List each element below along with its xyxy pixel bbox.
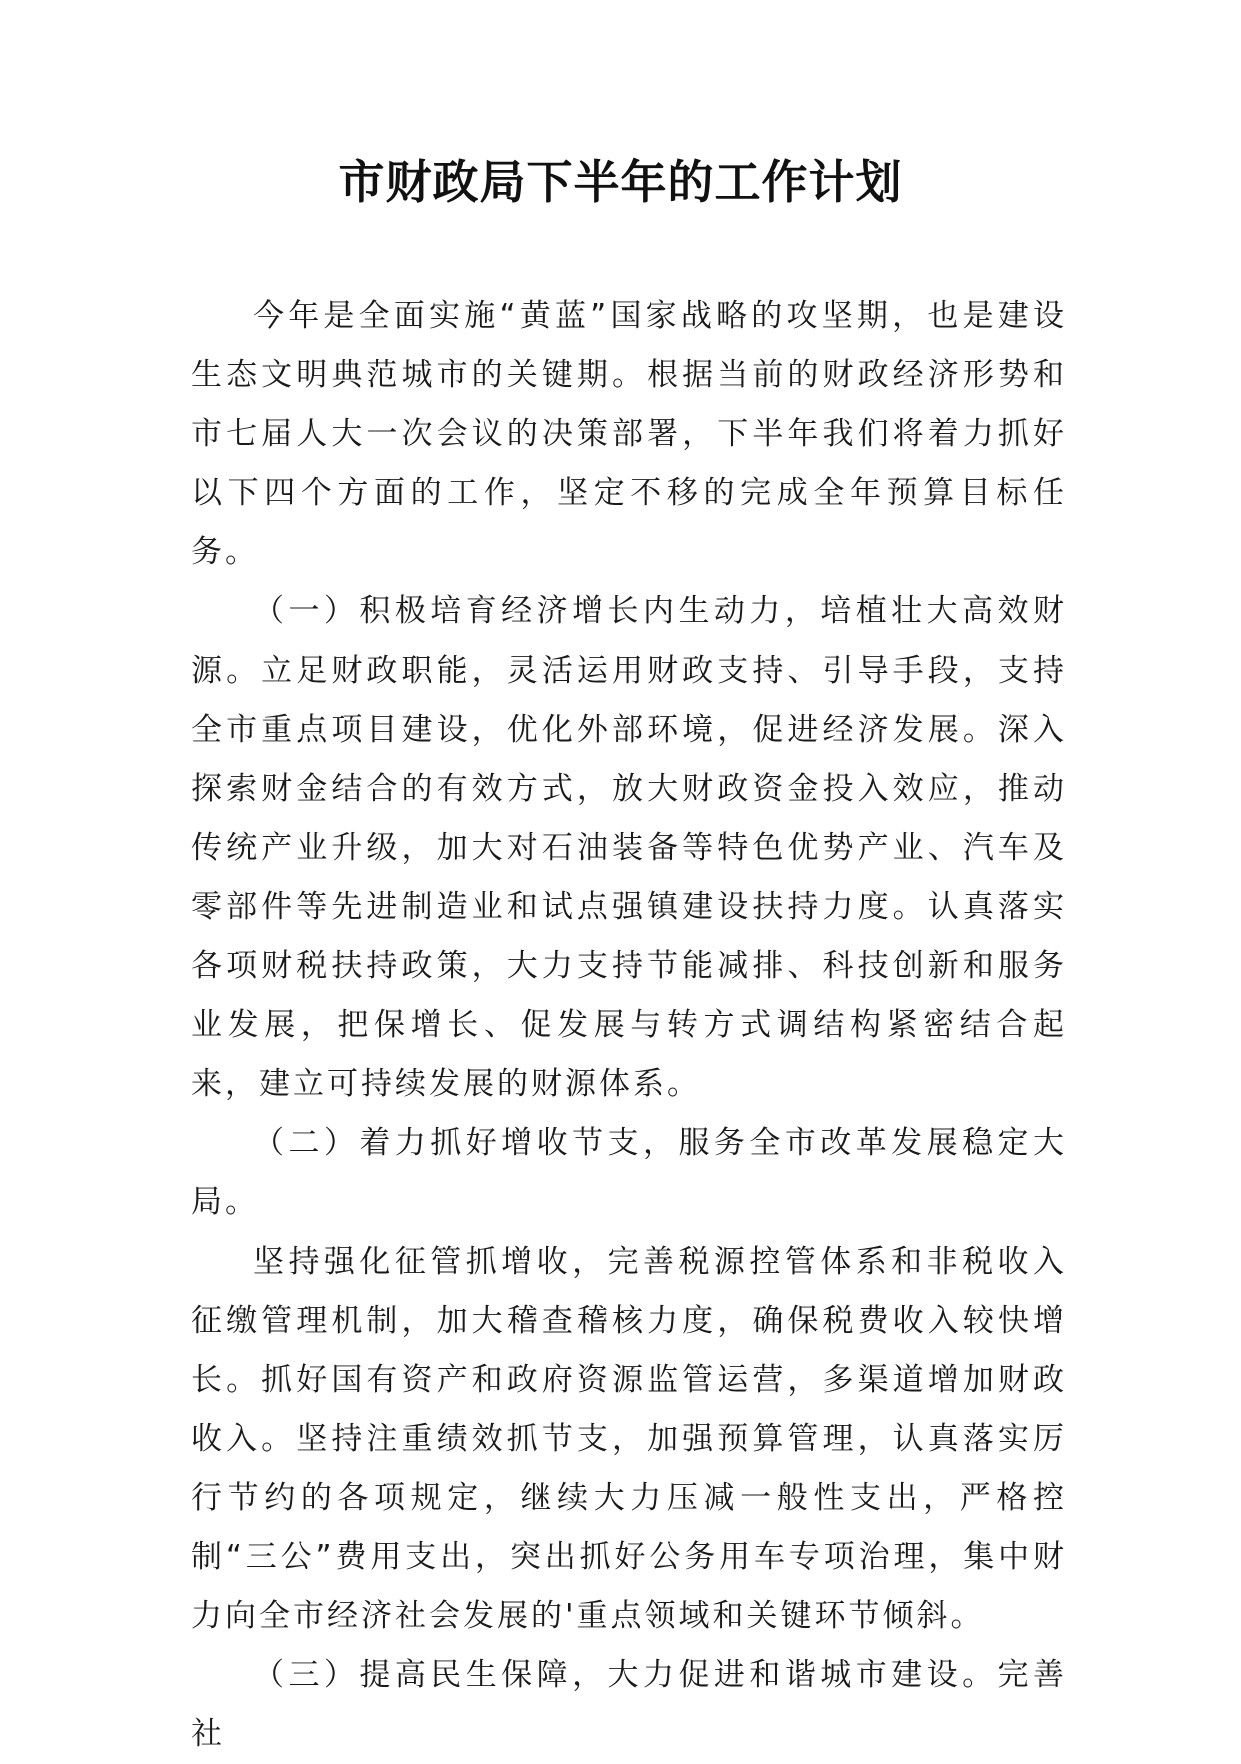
paragraph-section-2-body: 坚持强化征管抓增收，完善税源控管体系和非税收入征缴管理机制，加大稽查稽核力度，确保税费收入较快增长。抓好国有资产和政府资源监管运营，多渠道增加财政收入。坚持注重绩效抓节支，加强预算管理，认真落实厉行节约的各项规定，继续大力压减一般性支出，严格控制“三公”费用支出，突出抓好公务用车专项治理，集中财力向全市经济社会发展的'重点领域和关键环节倾斜。 [191, 1243, 1067, 1635]
document-title: 市财政局下半年的工作计划 [338, 155, 903, 209]
paragraph-section-3: （三）提高民生保障，大力促进和谐城市建设。完善社 [191, 1657, 1067, 1753]
paragraph-section-1: （一）积极培育经济增长内生动力，培植壮大高效财源。立足财政职能，灵活运用财政支持、引导手段，支持全市重点项目建设，优化外部环境，促进经济发展。深入探索财金结合的有效方式，放大财政资金投入效应，推动传统产业升级，加大对石油装备等特色优势产业、汽车及零部件等先进制造业和试点强镇建设扶持力度。认真落实各项财税扶持政策，大力支持节能减排、科技创新和服务业发展，把保增长、促发展与转方式调结构紧密结合起来，建立可持续发展的财源体系。 [191, 593, 1067, 1103]
document-body [191, 287, 1067, 1764]
paragraph-section-2-heading: （二）着力抓好增收节支，服务全市改革发展稳定大局。 [191, 1125, 1067, 1221]
paragraph-intro: 今年是全面实施“黄蓝”国家战略的攻坚期，也是建设生态文明典范城市的关键期。根据当前的财政经济形势和市七届人大一次会议的决策部署，下半年我们将着力抓好以下四个方面的工作，坚定不移的完成全年预算目标任务。 [191, 298, 1067, 571]
